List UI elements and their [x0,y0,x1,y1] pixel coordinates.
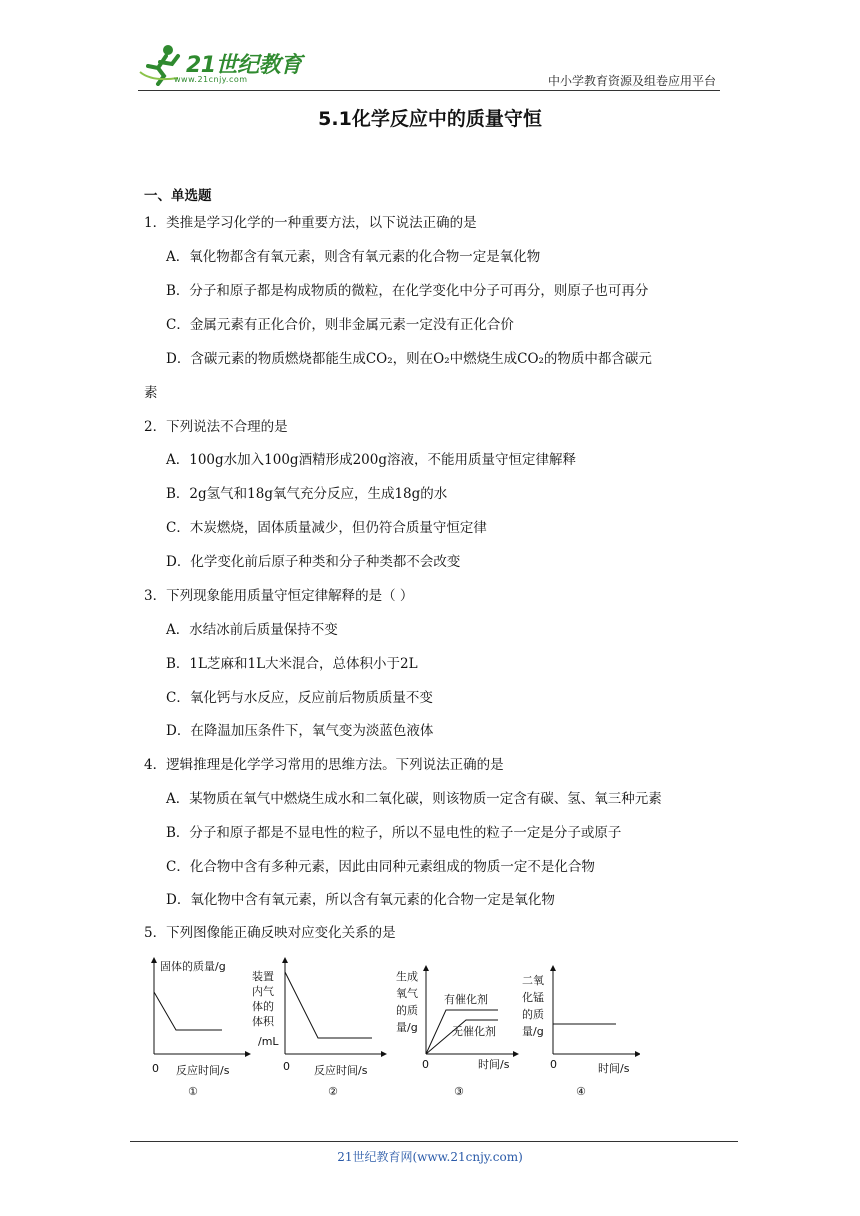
question-1-option-d-cont: 素 [144,385,158,401]
question-1-option-a: A．氧化物都含有氧元素，则含有氧元素的化合物一定是氧化物 [166,249,541,265]
graph-4-index: ④ [576,1085,586,1098]
graph-1-index: ① [188,1085,198,1098]
logo-text: 21世纪教育 [186,53,302,78]
question-2-option-c: C．木炭燃烧，固体质量减少，但仍符合质量守恒定律 [166,520,487,536]
question-3-option-d: D．在降温加压条件下，氧气变为淡蓝色液体 [166,723,434,739]
graph-4-ylabel-3: 的质 [522,1008,544,1021]
header-divider [138,90,720,91]
question-3-option-b: B．1L芝麻和1L大米混合，总体积小于2L [166,656,418,672]
graph-1-curve [154,992,222,1030]
graph-2-ylabel-4: 体积 [252,1015,274,1028]
graph-3-ylabel-3: 的质 [396,1004,418,1017]
graph-3 [396,968,516,1098]
page-header [138,40,720,92]
logo-url: www.21cnjy.com [174,75,248,84]
question-4-option-a: A．某物质在氧气中燃烧生成水和二氧化碳，则该物质一定含有碳、氢、氧三种元素 [166,791,662,807]
section-heading: 一、单选题 [144,188,212,204]
graph-2-ylabel-1: 装置 [252,970,274,983]
page-title: 5.1化学反应中的质量守恒 [318,108,542,130]
question-4-stem: 4．逻辑推理是化学学习常用的思维方法。下列说法正确的是 [144,757,504,773]
question-5-graphs [140,950,640,1100]
graph-3-legend-no-catalyst: 无催化剂 [452,1025,496,1038]
question-5-stem: 5．下列图像能正确反映对应变化关系的是 [144,925,396,941]
graph-3-xlabel: 时间/s [478,1058,510,1071]
question-1-option-c: C．金属元素有正化合价，则非金属元素一定没有正化合价 [166,317,514,333]
question-3-option-a: A．水结冰前后质量保持不变 [166,622,338,638]
question-1-stem: 1．类推是学习化学的一种重要方法，以下说法正确的是 [144,215,477,231]
header-slogan: 中小学教育资源及组卷应用平台 [547,74,716,88]
graph-2-ylabel-3: 体的 [252,1000,274,1013]
footer-divider [130,1141,738,1142]
graph-2-xlabel: 反应时间/s [314,1064,368,1077]
question-3-stem: 3．下列现象能用质量守恒定律解释的是（ ） [144,588,414,604]
question-2-option-d: D．化学变化前后原子种类和分子种类都不会改变 [166,554,461,570]
graph-3-ylabel-1: 生成 [396,970,418,983]
question-2-stem: 2．下列说法不合理的是 [144,419,288,435]
graph-1-xlabel: 反应时间/s [176,1064,230,1077]
graph-2 [252,960,384,1098]
graph-3-index: ③ [454,1085,464,1098]
graph-4-ylabel-2: 化锰 [522,991,544,1004]
question-3-option-c: C．氧化钙与水反应，反应前后物质质量不变 [166,690,433,706]
graph-4-ylabel-4: 量/g [522,1025,544,1038]
question-1-option-b: B．分子和原子都是构成物质的微粒，在化学变化中分子可再分，则原子也可再分 [166,283,649,299]
graph-3-legend-catalyst: 有催化剂 [444,993,488,1006]
graph-4-xlabel: 时间/s [598,1062,630,1075]
graph-2-origin: 0 [283,1060,290,1073]
graph-2-index: ② [328,1085,338,1098]
graph-4-ylabel-1: 二氧 [522,974,544,987]
question-2-option-b: B．2g氢气和18g氧气充分反应，生成18g的水 [166,486,448,502]
question-4-option-c: C．化合物中含有多种元素，因此由同种元素组成的物质一定不是化合物 [166,859,595,875]
graph-3-origin: 0 [422,1058,429,1071]
graph-2-ylabel-2: 内气 [252,985,274,998]
question-1-option-d: D．含碳元素的物质燃烧都能生成CO₂，则在O₂中燃烧生成CO₂的物质中都含碳元 [166,351,652,367]
graph-4-origin: 0 [550,1058,557,1071]
question-2-option-a: A．100g水加入100g酒精形成200g溶液，不能用质量守恒定律解释 [166,452,576,468]
question-4-option-b: B．分子和原子都是不显电性的粒子，所以不显电性的粒子一定是分子或原子 [166,825,622,841]
graph-2-curve [285,972,372,1038]
graph-1 [152,959,248,1098]
graph-4 [522,968,638,1098]
graph-1-ylabel: 固体的质量/g [160,960,226,973]
graph-1-origin: 0 [152,1062,159,1075]
question-4-option-d: D．氧化物中含有氧元素，所以含有氧元素的化合物一定是氧化物 [166,892,555,908]
graph-3-ylabel-4: 量/g [396,1021,418,1034]
site-logo [138,42,338,90]
graph-2-ylabel-5: /mL [258,1035,279,1048]
graph-3-ylabel-2: 氧气 [396,987,418,1000]
footer-text: 21世纪教育网(www.21cnjy.com) [337,1150,523,1164]
